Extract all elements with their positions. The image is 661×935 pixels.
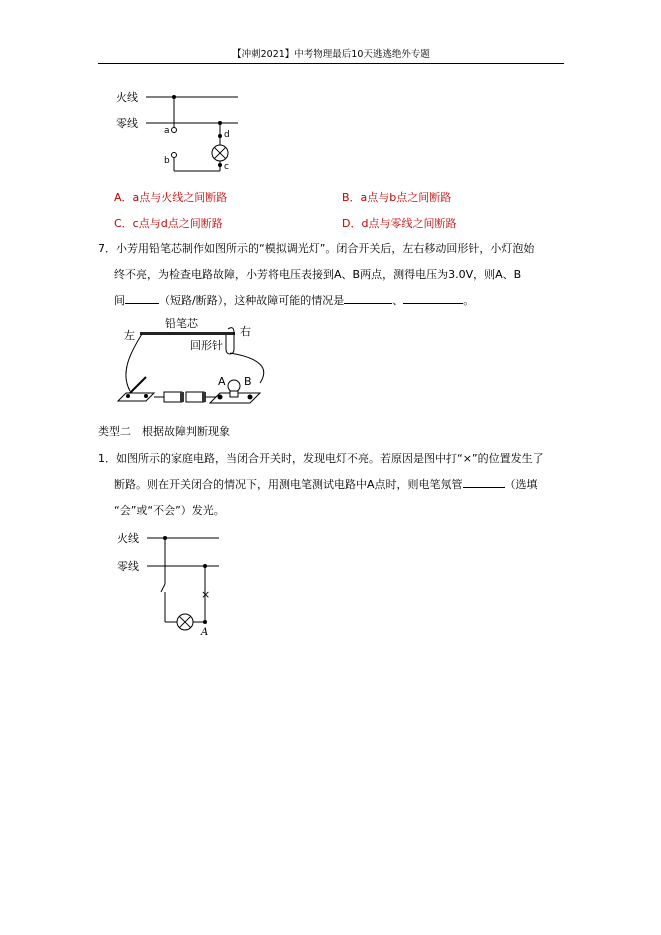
answer-blank[interactable] (463, 475, 505, 488)
pencil-label: 铅笔芯 (165, 317, 198, 330)
live-wire-label: 火线 (117, 532, 139, 545)
point-a-label: A (201, 627, 209, 638)
answer-blank[interactable] (403, 291, 463, 304)
option-a: A．a点与火线之间断路 (114, 191, 228, 204)
point-c-label: c (224, 162, 229, 172)
terminal-b-label: B (244, 375, 252, 388)
live-wire-label: 火线 (116, 91, 138, 104)
clip-label: 回形针 (190, 339, 223, 352)
answer-blank[interactable] (344, 291, 392, 304)
point-d-label: d (224, 130, 230, 140)
question-7 (98, 236, 564, 314)
answer-blank[interactable] (125, 291, 159, 304)
q7-line-3: 间 （短路/断路），这种故障可能的情况是 、 。 (98, 288, 564, 314)
option-c: C．c点与d点之间断路 (114, 217, 223, 230)
page-header: 【冲刺2021】中考物理最后10天逃逃绝外专题 (232, 49, 430, 60)
q1-line-2: 断路。则在开关闭合的情况下，用测电笔测试电路中A点时，则电笔氖管 （选填 (98, 472, 564, 498)
q7-line-2: 终不亮，为检查电路故障，小芳将电压表接到A、B两点，测得电压为3.0V，则A、B (114, 268, 522, 281)
q7-line-1: 7．小芳用铅笔芯制作如图所示的“模拟调光灯”。闭合开关后，左右移动回形针，小灯泡始 (98, 242, 535, 255)
option-b: B．a点与b点之间断路 (342, 191, 452, 204)
break-cross-icon: × (201, 588, 211, 601)
circuit-diagram-1 (110, 85, 250, 180)
dimmer-circuit-diagram (110, 313, 275, 413)
neutral-wire-label: 零线 (116, 117, 138, 130)
q1-line-1: 1．如图所示的家庭电路，当闭合开关时，发现电灯不亮。若原因是图中打“×”的位置发生了 (98, 452, 544, 465)
household-circuit-diagram (115, 528, 225, 638)
neutral-wire-label: 零线 (117, 560, 139, 573)
option-d: D．d点与零线之间断路 (342, 217, 457, 230)
question-1 (98, 446, 564, 524)
q1-line-3: “会”或“不会”）发光。 (114, 504, 225, 517)
left-label: 左 (124, 329, 135, 342)
point-a-label: a (164, 126, 170, 136)
header-rule (98, 63, 564, 64)
point-b-label: b (164, 156, 170, 166)
section-title: 类型二 根据故障判断现象 (98, 425, 230, 438)
terminal-a-label: A (218, 375, 226, 388)
right-label: 右 (240, 325, 251, 338)
